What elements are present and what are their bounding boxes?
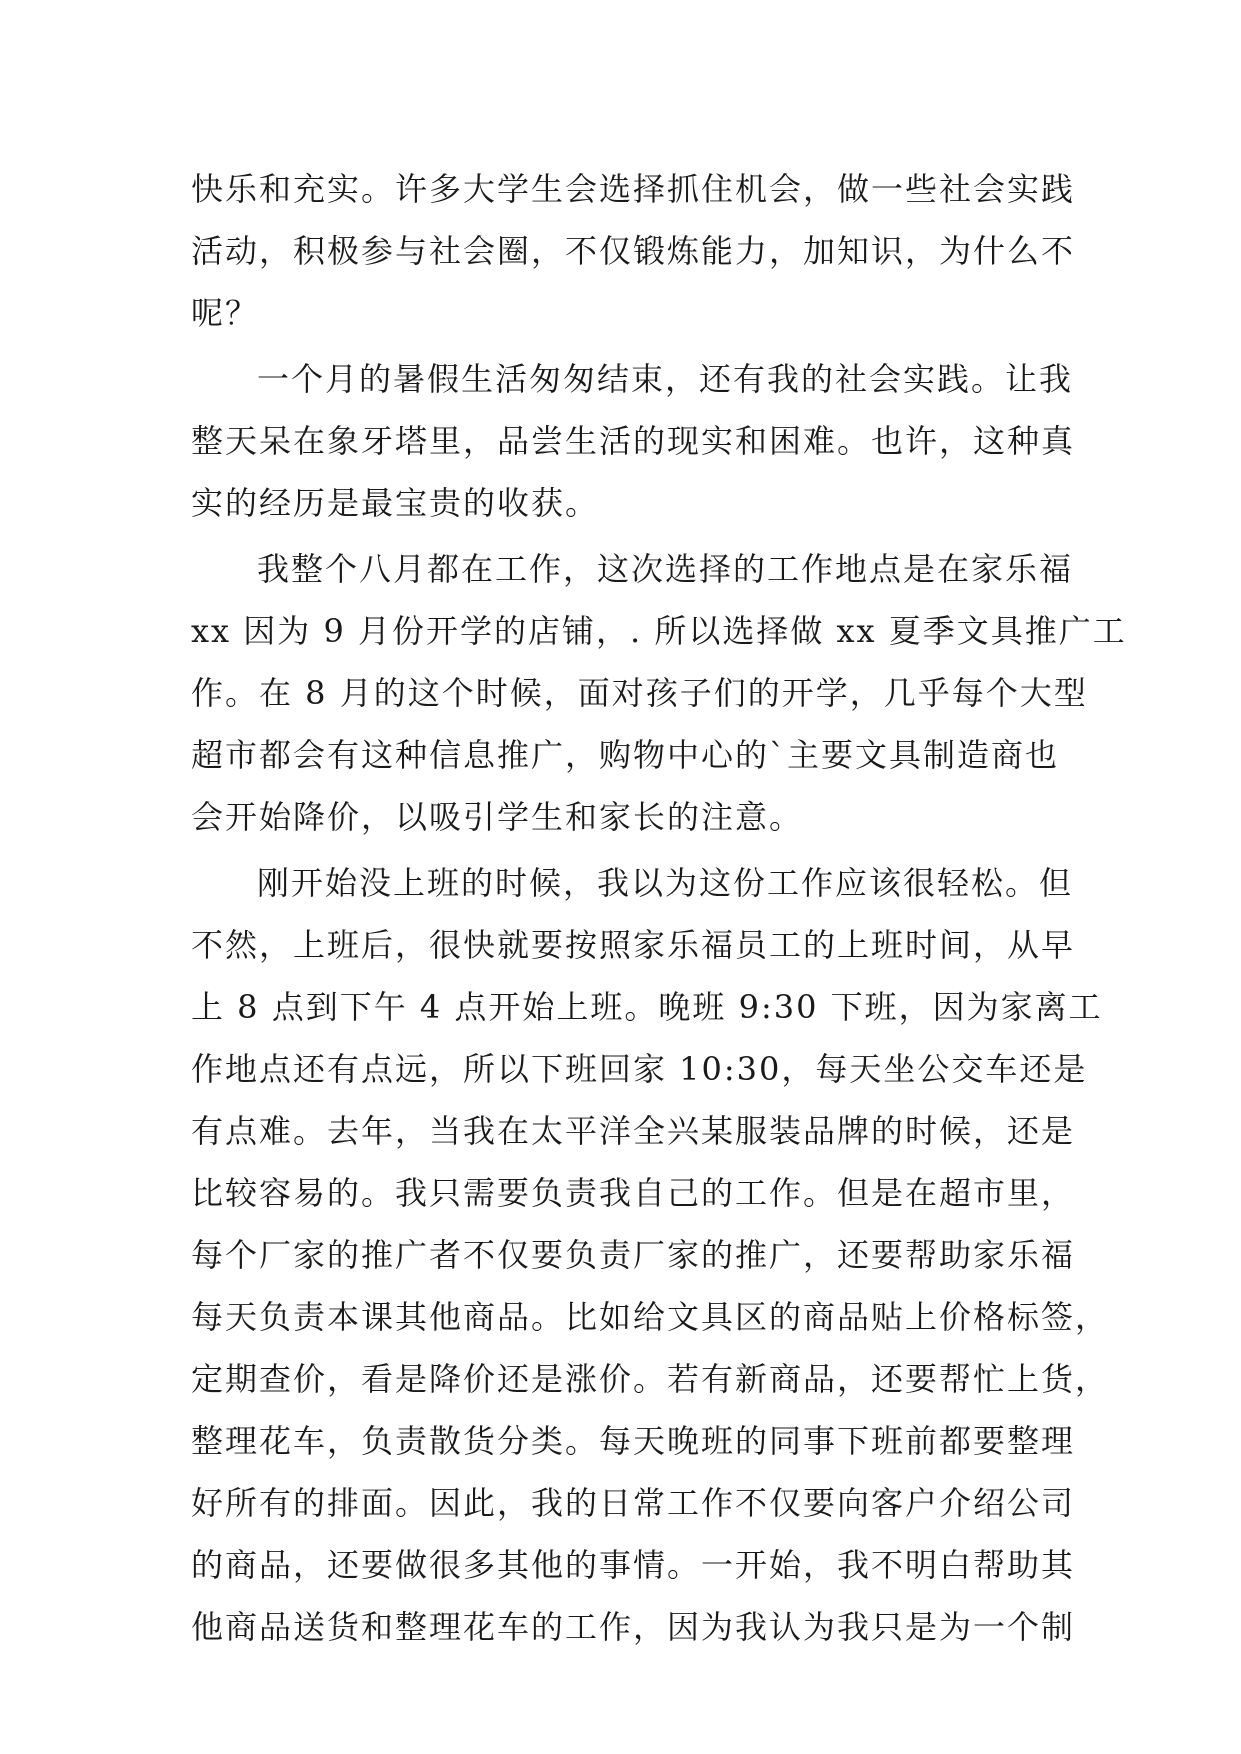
text-line: 作地点还有点远，所以下班回家 10:30，每天坐公交车还是 (191, 1050, 1088, 1088)
text-line: 每个厂家的推广者不仅要负责厂家的推广，还要帮助家乐福 (191, 1236, 1076, 1274)
text-line: 呢？ (191, 294, 260, 332)
text-line: 的商品，还要做很多其他的事情。一开始，我不明白帮助其 (191, 1546, 1076, 1584)
text-line: 整天呆在象牙塔里，品尝生活的现实和困难。也许，这种真 (191, 422, 1076, 460)
text-line: 会开始降价，以吸引学生和家长的注意。 (191, 798, 804, 836)
text-line: 快乐和充实。许多大学生会选择抓住机会，做一些社会实践 (191, 170, 1076, 208)
text-line: 每天负责本课其他商品。比如给文具区的商品贴上价格标签， (191, 1298, 1110, 1336)
paragraph (191, 158, 1076, 344)
text-line: 有点难。去年，当我在太平洋全兴某服装品牌的时候，还是 (191, 1112, 1076, 1150)
text-line: 定期查价，看是降价还是涨价。若有新商品，还要帮忙上货， (191, 1360, 1110, 1398)
text-line: 好所有的排面。因此，我的日常工作不仅要向客户介绍公司 (191, 1484, 1076, 1522)
text-line: xx 因为 9 月份开学的店铺，. 所以选择做 xx 夏季文具推广工 (191, 612, 1127, 650)
text-line: 超市都会有这种信息推广，购物中心的`主要文具制造商也 (191, 736, 1060, 774)
text-line: 整理花车，负责散货分类。每天晚班的同事下班前都要整理 (191, 1422, 1076, 1460)
text-line: 不然，上班后，很快就要按照家乐福员工的上班时间，从早 (191, 926, 1076, 964)
paragraph (191, 852, 1110, 1658)
text-line: 实的经历是最宝贵的收获。 (191, 484, 600, 522)
text-line: 他商品送货和整理花车的工作，因为我认为我只是为一个制 (191, 1608, 1076, 1646)
text-line: 刚开始没上班的时候，我以为这份工作应该很轻松。但 (257, 864, 1074, 902)
text-line: 活动，积极参与社会圈，不仅锻炼能力，加知识，为什么不 (191, 232, 1076, 270)
text-line: 作。在 8 月的这个时候，面对孩子们的开学，几乎每个大型 (191, 674, 1088, 712)
paragraph (191, 538, 1127, 848)
text-line: 我整个八月都在工作，这次选择的工作地点是在家乐福 (257, 550, 1074, 588)
body-text (191, 158, 1127, 1658)
text-line: 上 8 点到下午 4 点开始上班。晚班 9:30 下班，因为家离工 (191, 988, 1103, 1026)
paragraph (191, 348, 1076, 534)
text-line: 比较容易的。我只需要负责我自己的工作。但是在超市里， (191, 1174, 1076, 1212)
text-line: 一个月的暑假生活匆匆结束，还有我的社会实践。让我 (257, 360, 1074, 398)
